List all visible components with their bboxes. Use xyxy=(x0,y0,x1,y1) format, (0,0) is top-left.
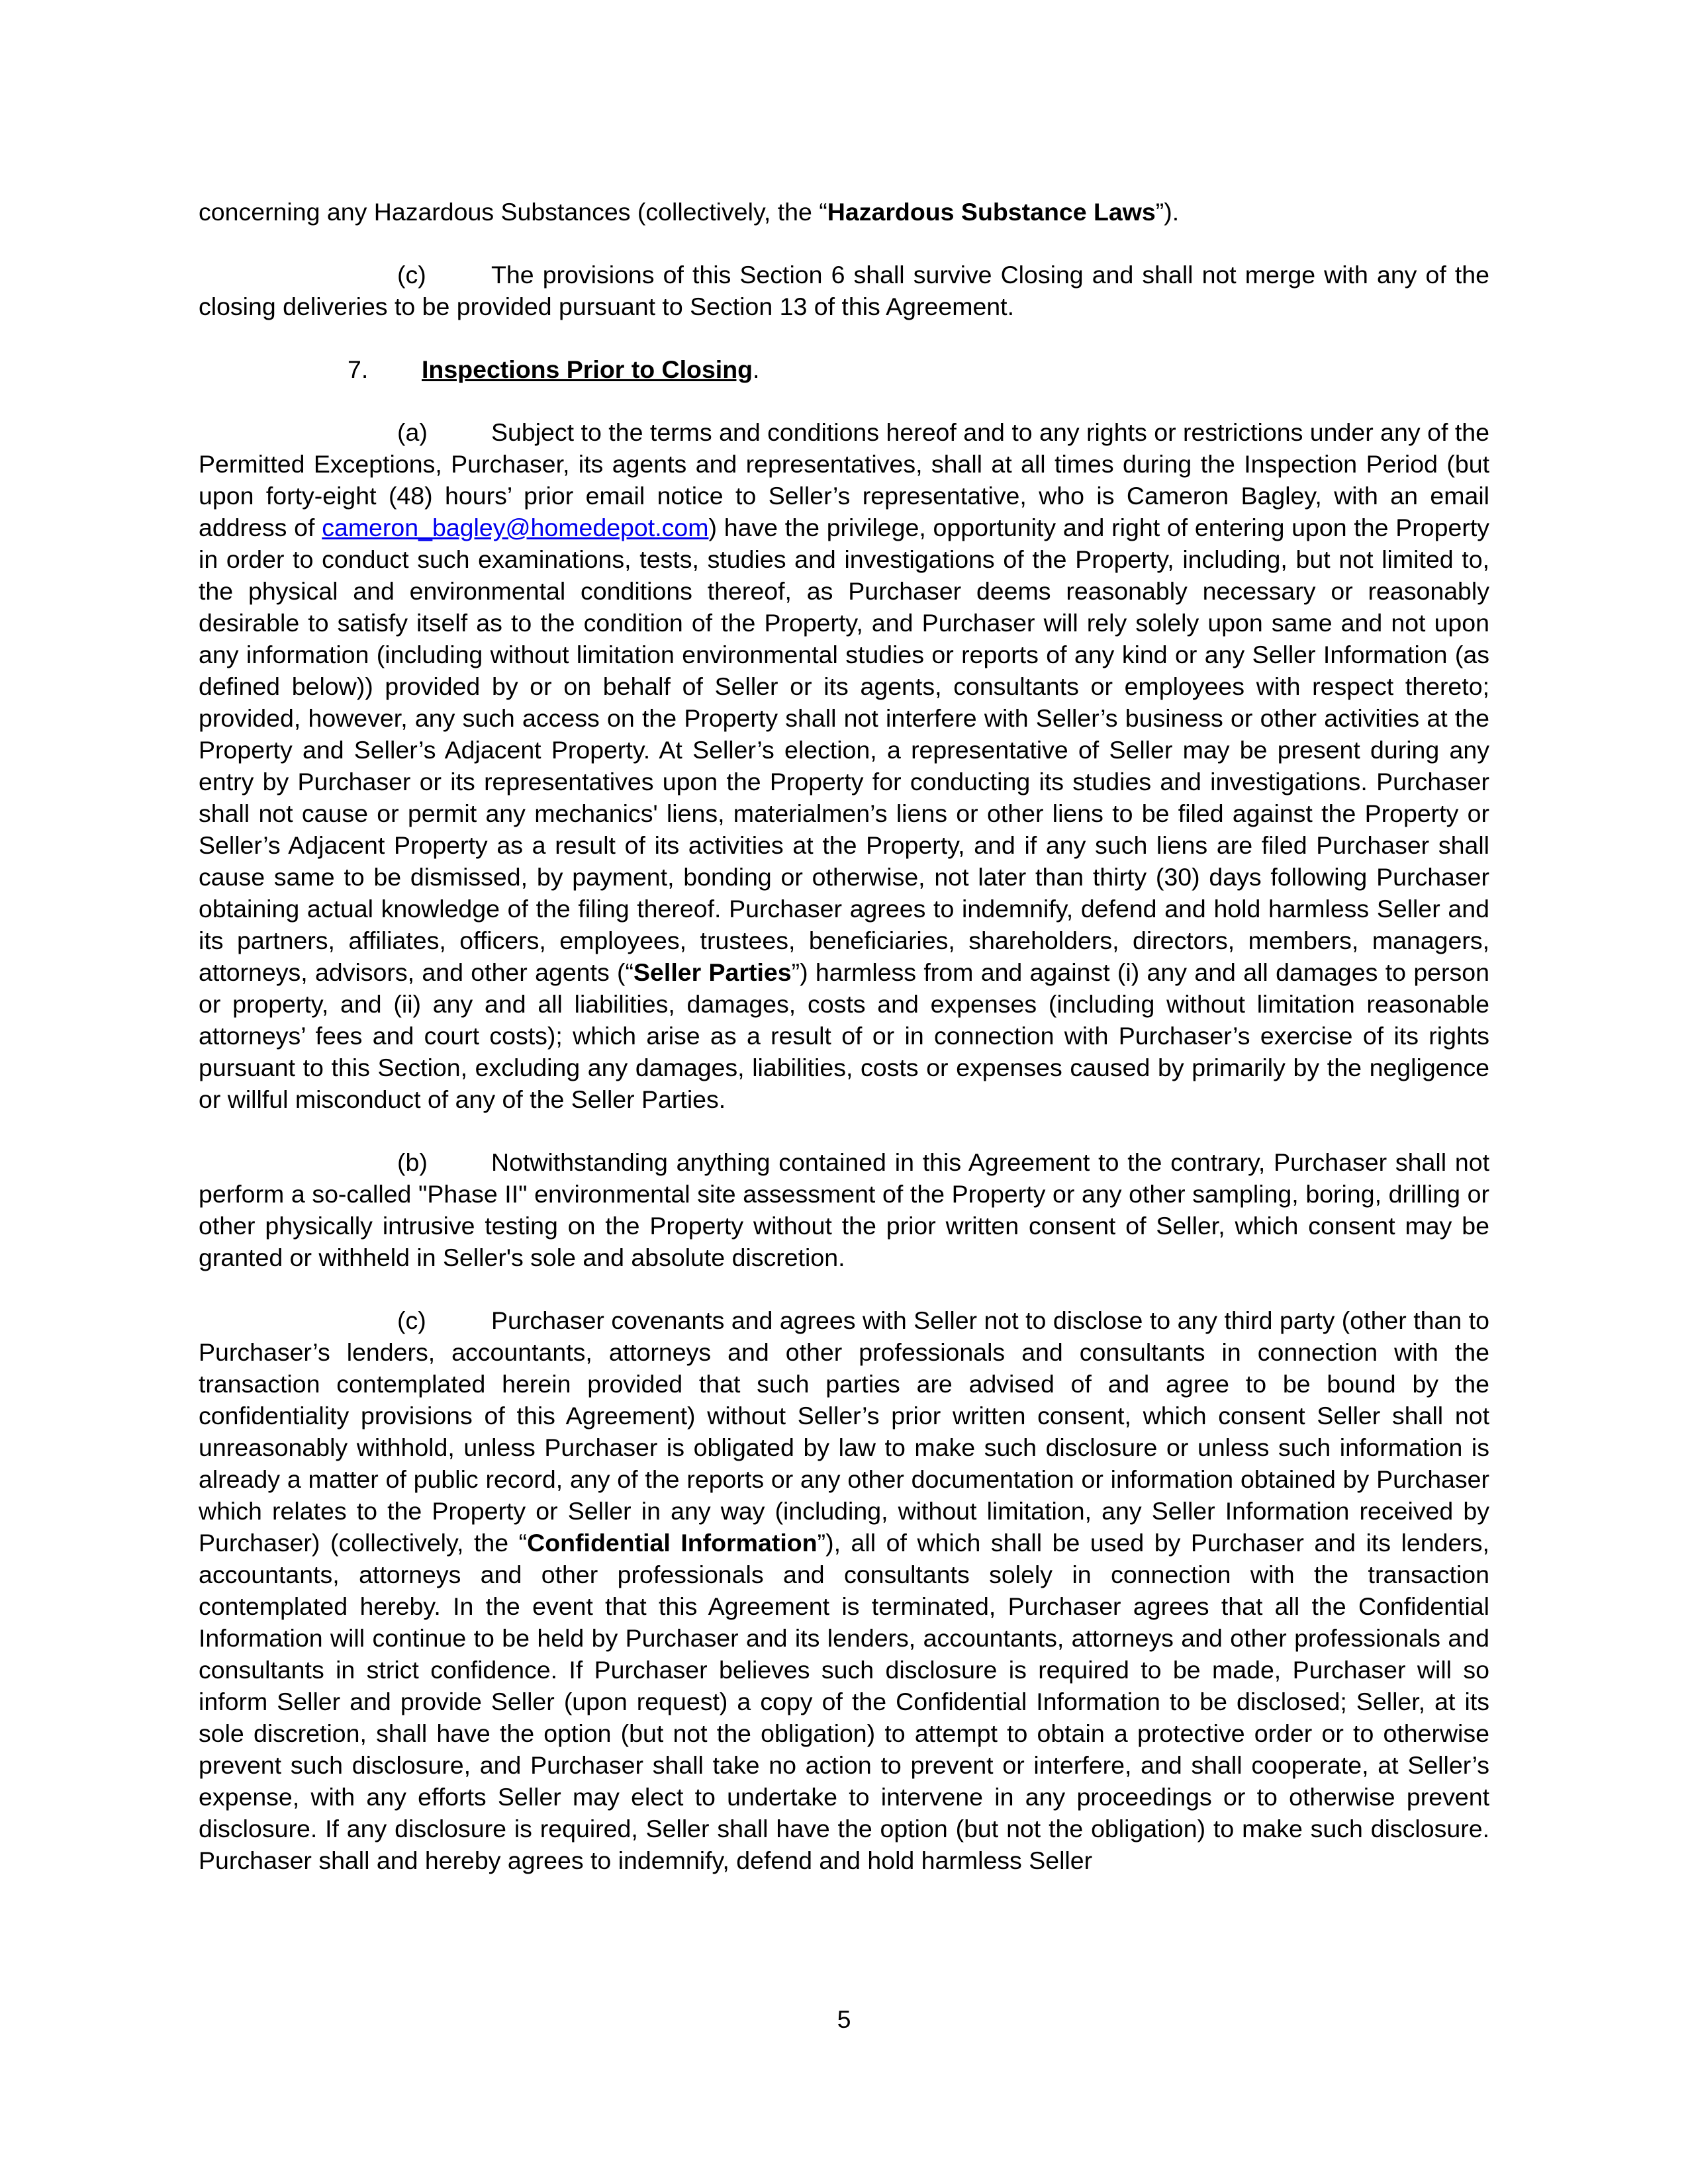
defined-term-confidential-information: Confidential Information xyxy=(527,1529,818,1557)
section-number: 7. xyxy=(348,355,369,383)
defined-term-hazardous-substance-laws: Hazardous Substance Laws xyxy=(827,198,1156,226)
paragraph-7a xyxy=(199,416,1489,1115)
paragraph-text: ”) harmless from and against (i) any and all damages to person or property, and (ii) any and all liabilities, damages, costs and expenses (including without limitation reasonable attorneys’ fees and court costs); which arise as a result of or in connection with Purchaser’s exercise of its rights pursuant to this Section, excluding any damages, liabilities, costs or expenses caused by primarily by the negligence or willful misconduct of any of the Seller Parties. xyxy=(199,958,1489,1113)
paragraph-7c xyxy=(199,1304,1489,1876)
section-heading: Inspections Prior to Closing xyxy=(422,355,753,383)
paragraph-6c xyxy=(199,259,1489,322)
paragraph-hazardous-substance-laws xyxy=(199,196,1489,228)
paragraph-text: ”). xyxy=(1155,198,1180,226)
paragraph-text: Subject to the terms and conditions hereof and to any rights or restrictions under any of the Permitted Exceptions, Purchaser, its agents and representatives, shall at all times during the Inspection Period (but upon forty-eight (48) hours’ prior email notice to Seller’s representative, who is Cameron Bagley, with an email address of xyxy=(199,418,1489,541)
paragraph-text: Notwithstanding anything contained in this Agreement to the contrary, Purchaser shall not perform a so-called "Phase II" environmental site assessment of the Property or any other sampling, boring, drilling or other physically intrusive testing on the Property without the prior written consent of Seller, which consent may be granted or withheld in Seller's sole and absolute discretion. xyxy=(199,1148,1489,1271)
email-link[interactable]: cameron_bagley@homedepot.com xyxy=(322,514,709,541)
paragraph-text: ) have the privilege, opportunity and right of entering upon the Property in order to conduct such examinations, tests, studies and investigations of the Property, including, but not limited to, the physical and environmental conditions thereof, as Purchaser deems reasonably necessary or reasonably desirable to satisfy itself as to the condition of the Property, and Purchaser will rely solely upon same and not upon any information (including without limitation environmental studies or reports of any kind or any Seller Information (as defined below)) provided by or on behalf of Seller or its agents, consultants or employees with respect thereto; provided, however, any such access on the Property shall not interfere with Seller’s business or other activities at the Property and Seller’s Adjacent Property. At Seller’s election, a representative of Seller may be present during any entry by Purchaser or its representatives upon the Property for conducting its studies and investigations. Purchaser shall not cause or permit any mechanics' liens, materialmen’s liens or other liens to be filed against the Property or Seller’s Adjacent Property as a result of its activities at the Property, and if any such liens are filed Purchaser shall cause same to be dismissed, by payment, bonding or otherwise, not later than thirty (30) days following Purchaser obtaining actual knowledge of the filing thereof. Purchaser agrees to indemnify, defend and hold harmless Seller and its partners, affiliates, officers, employees, trustees, beneficiaries, shareholders, directors, members, managers, attorneys, advisors, and other agents (“ xyxy=(199,514,1489,986)
paragraph-text: ”), all of which shall be used by Purchaser and its lenders, accountants, attorneys and other professionals and consultants solely in connection with the transaction contemplated hereby. In the event that this Agreement is terminated, Purchaser agrees that all the Confidential Information will continue to be held by Purchaser and its lenders, accountants, attorneys and other professionals and consultants in strict confidence. If Purchaser believes such disclosure is required to be made, Purchaser will so inform Seller and provide Seller (upon request) a copy of the Confidential Information to be disclosed; Seller, at its sole discretion, shall have the option (but not the obligation) to attempt to obtain a protective order or to otherwise prevent such disclosure, and Purchaser shall take no action to prevent or interfere, and shall cooperate, at Seller’s expense, with any efforts Seller may elect to undertake to intervene in any proceedings or to otherwise prevent disclosure. If any disclosure is required, Seller shall have the option (but not the obligation) to make such disclosure. Purchaser shall and hereby agrees to indemnify, defend and hold harmless Seller xyxy=(199,1529,1489,1874)
paragraph-text: The provisions of this Section 6 shall survive Closing and shall not merge with any of the closing deliveries to be provided pursuant to Section 13 of this Agreement. xyxy=(199,261,1489,320)
defined-term-seller-parties: Seller Parties xyxy=(633,958,792,986)
page-number: 5 xyxy=(837,2005,851,2033)
paragraph-text: concerning any Hazardous Substances (collectively, the “ xyxy=(199,198,827,226)
paragraph-7b xyxy=(199,1146,1489,1273)
paragraph-label: (c) xyxy=(397,1306,426,1334)
paragraph-label: (c) xyxy=(397,261,426,289)
document-page xyxy=(199,196,1489,1907)
section-7-heading-line xyxy=(199,353,1489,385)
paragraph-text: Purchaser covenants and agrees with Seller not to disclose to any third party (other than to Purchaser’s lenders, accountants, attorneys and other professionals and consultants in connection with the transaction contemplated herein provided that such parties are advised of and agree to be bound by the confidentiality provisions of this Agreement) without Seller’s prior written consent, which consent Seller shall not unreasonably withhold, unless Purchaser is obligated by law to make such disclosure or unless such information is already a matter of public record, any of the reports or any other documentation or information obtained by Purchaser which relates to the Property or Seller in any way (including, without limitation, any Seller Information received by Purchaser) (collectively, the “ xyxy=(199,1306,1489,1557)
section-heading-suffix: . xyxy=(753,355,760,383)
paragraph-label: (a) xyxy=(397,418,428,446)
paragraph-label: (b) xyxy=(397,1148,428,1176)
